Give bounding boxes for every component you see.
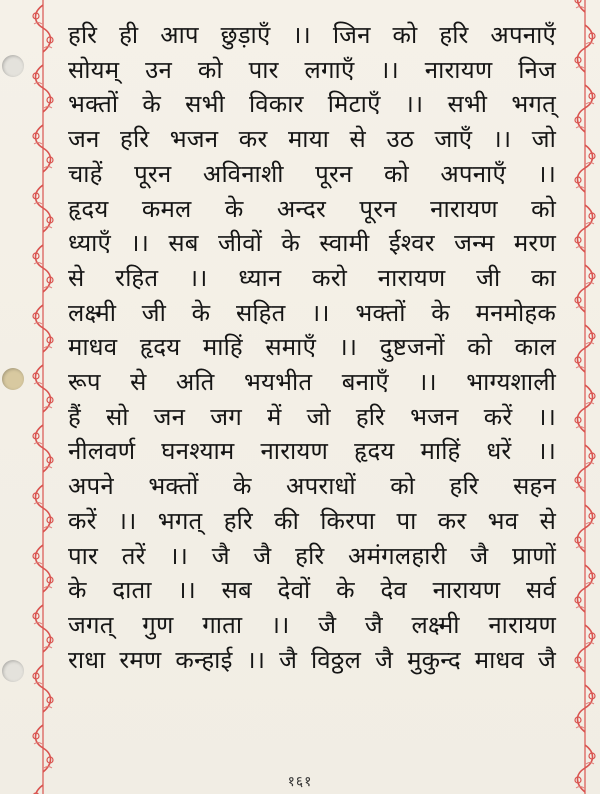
right-floral-border	[572, 0, 598, 794]
text-line: भक्तों के सभी विकार मिटाएँ ।। सभी भगत्	[68, 90, 556, 119]
text-line: हृदय कमल के अन्दर पूरन नारायण को	[68, 194, 556, 223]
text-line: चाहें पूरन अविनाशी पूरन को अपनाएँ ।।	[68, 159, 556, 188]
text-line: अपने भक्तों के अपराधों को हरि सहन	[68, 472, 556, 501]
text-line: नीलवर्ण घनश्याम नारायण हृदय माहिं धरें ।।	[68, 437, 556, 466]
text-line: माधव हृदय माहिं समाएँ ।। दुष्टजनों को काल	[68, 333, 556, 362]
text-line: करें ।। भगत् हरि की किरपा पा कर भव से	[68, 506, 556, 535]
text-line: हैं सो जन जग में जो हरि भजन करें ।।	[68, 402, 556, 431]
text-line: सोयम् उन को पार लगाएँ ।। नारायण निज	[68, 55, 556, 84]
punch-hole	[2, 660, 24, 682]
text-line: राधा रमण कन्हाई ।। जै विठ्ठल जै मुकुन्द माधव जै	[68, 645, 556, 674]
text-line: जगत् गुण गाता ।। जै जै लक्ष्मी नारायण	[68, 610, 556, 639]
text-line: लक्ष्मी जी के सहित ।। भक्तों के मनमोहक	[68, 298, 556, 327]
punch-hole	[2, 368, 24, 390]
text-line: के दाता ।। सब देवों के देव नारायण सर्व	[68, 576, 556, 605]
text-line: रूप से अति भयभीत बनाएँ ।। भाग्यशाली	[68, 368, 556, 397]
text-line: से रहित ।। ध्यान करो नारायण जी का	[68, 263, 556, 292]
left-floral-border	[30, 0, 56, 794]
page-number: १६१	[287, 774, 313, 790]
text-line: ध्याएँ ।। सब जीवों के स्वामी ईश्वर जन्म मरण	[68, 229, 556, 258]
devotional-text	[68, 18, 556, 677]
text-line: जन हरि भजन कर माया से उठ जाएँ ।। जो	[68, 125, 556, 154]
text-line: पार तरें ।। जै जै हरि अमंगलहारी जै प्राणों	[68, 541, 556, 570]
punch-hole	[2, 55, 24, 77]
text-line: हरि ही आप छुड़ाएँ ।। जिन को हरि अपनाएँ	[68, 21, 556, 49]
